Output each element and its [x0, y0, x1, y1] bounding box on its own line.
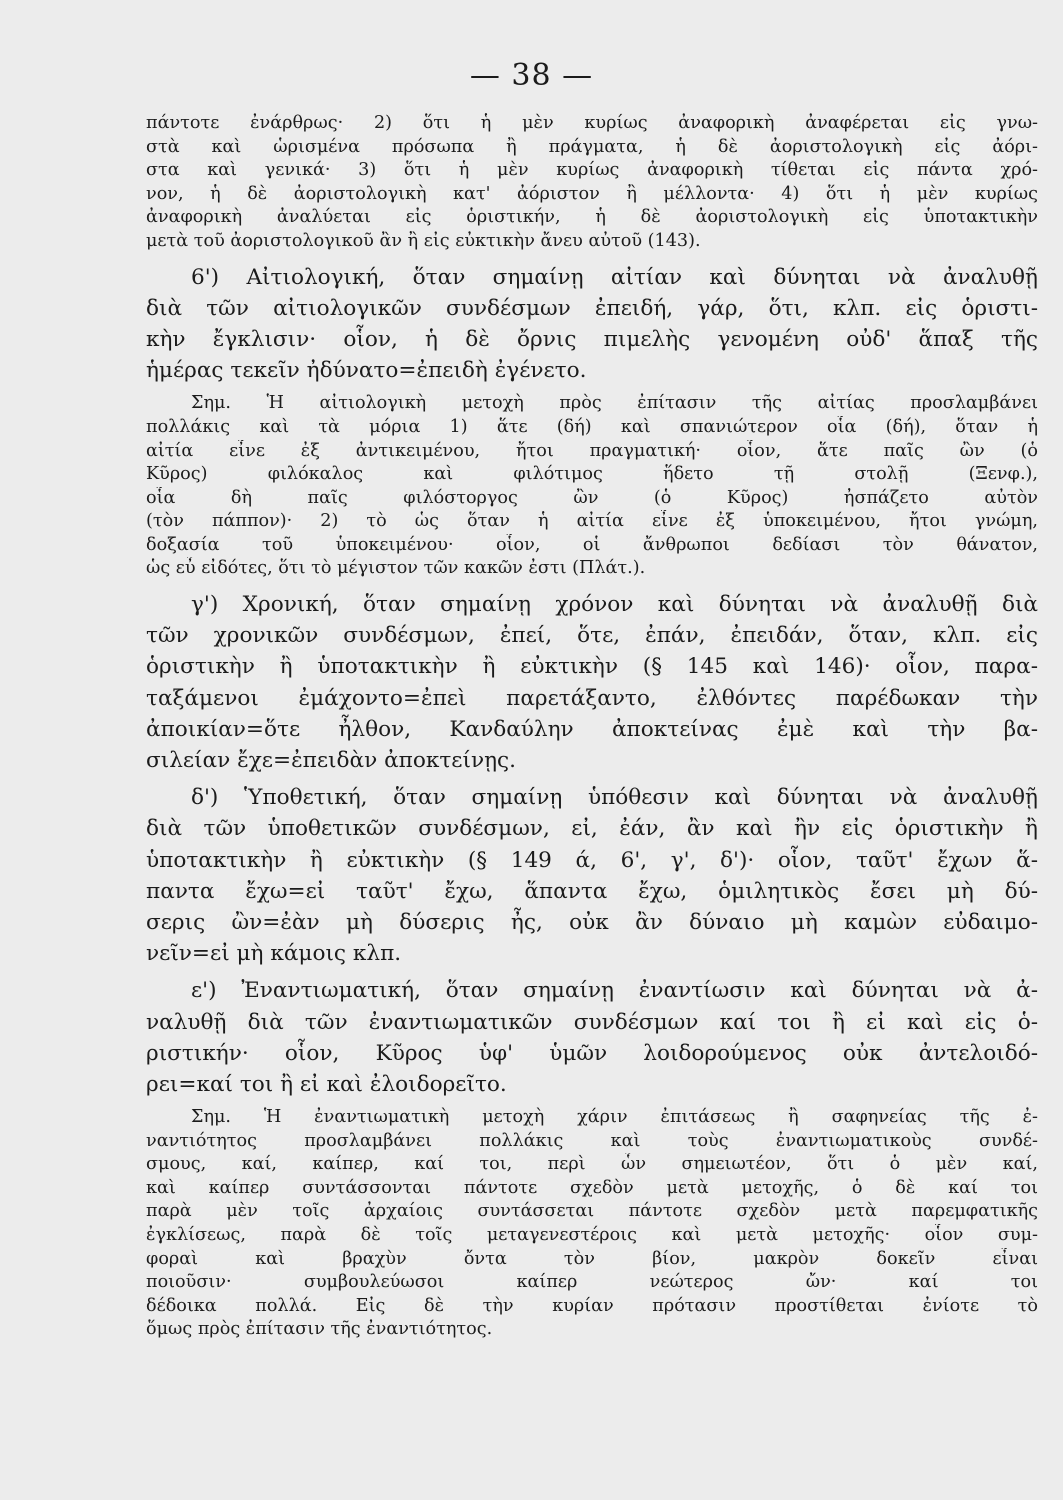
text-line: ε') Ἐναντιωματική, ὅταν σημαίνῃ ἐναντίωσιν καὶ δύνηται νὰ ἀ-: [191, 978, 1038, 1004]
text-line: ναντιότητος προσλαμβάνει πολλάκις καὶ τοὺς ἐναντιωματικοὺς συνδέ-: [146, 1130, 1038, 1151]
text-line: ὁριστικὴν ἢ ὑποτακτικὴν ἢ εὐκτικὴν (§ 145 καὶ 146)· οἷον, παρα-: [146, 654, 1038, 680]
paragraph: [146, 975, 1038, 1100]
text-line: δέδοικα πολλά. Εἰς δὲ τὴν κυρίαν πρότασιν προστίθεται ἐνίοτε τὸ: [146, 1295, 1038, 1316]
text-line: ρει=καί τοι ἢ εἰ καὶ ἐλοιδορεῖτο.: [146, 1071, 507, 1097]
paragraph-gap: [146, 254, 1038, 262]
text-line: ναλυθῇ διὰ τῶν ἐναντιωματικῶν συνδέσμων καί τοι ἢ εἰ καὶ εἰς ὁ-: [146, 1009, 1038, 1035]
text-line: νον, ἡ δὲ ἀοριστολογικὴ κατ' ἀόριστον ἢ μέλλοντα· 4) ὅτι ἡ μὲν κυρίως: [146, 183, 1038, 204]
text-line: αἰτία εἶνε ἐξ ἀντικειμένου, ἤτοι πραγματική· οἷον, ἅτε παῖς ὢν (ὁ: [146, 440, 1038, 461]
text-line: σιλείαν ἔχε=ἐπειδὰν ἀποκτείνῃς.: [146, 748, 516, 773]
text-line: γ') Χρονική, ὅταν σημαίνῃ χρόνον καὶ δύνηται νὰ ἀναλυθῇ διὰ: [191, 592, 1038, 618]
text-line: ὅμως πρὸς ἐπίτασιν τῆς ἐναντιότητος.: [146, 1319, 493, 1340]
text-line: πολλάκις καὶ τὰ μόρια 1) ἅτε (δή) καὶ σπανιώτερον οἷα (δή), ὅταν ἡ: [146, 416, 1038, 437]
paragraph-gap: [146, 581, 1038, 589]
paragraph: [146, 112, 1038, 254]
text-line: στα καὶ γενικά· 3) ὅτι ἡ μὲν κυρίως ἀναφορικὴ τίθεται εἰς πάντα χρό-: [146, 160, 1038, 181]
text-line: στὰ καὶ ὡρισμένα πρόσωπα ἢ πράγματα, ἡ δὲ ἀοριστολογικὴ εἰς ἀόρι-: [146, 136, 1038, 157]
text-line: παρὰ μὲν τοῖς ἀρχαίοις συντάσσεται πάντοτε σχεδὸν μετὰ παρεμφατικῆς: [146, 1201, 1038, 1222]
text-line: (τὸν πάππον)· 2) τὸ ὡς ὅταν ἡ αἰτία εἶνε ἐξ ὑποκειμένου, ἤτοι γνώμη,: [146, 511, 1038, 532]
text-line: κὴν ἔγκλισιν· οἷον, ἡ δὲ ὄρνις πιμελὴς γενομένη οὐδ' ἅπαξ τῆς: [146, 326, 1038, 352]
text-line: ἐγκλίσεως, παρὰ δὲ τοῖς μεταγενεστέροις καὶ μετὰ μετοχῆς· οἷον συμ-: [146, 1225, 1038, 1246]
text-line: ποιοῦσιν· συμβουλεύωσοι καίπερ νεώτερος ὤν· καί τοι: [146, 1272, 1038, 1293]
paragraph: [146, 589, 1038, 776]
text-line: ριστικήν· οἷον, Κῦρος ὑφ' ὑμῶν λοιδορούμενος οὐκ ἀντελοιδό-: [146, 1040, 1038, 1066]
text-line: διὰ τῶν αἰτιολογικῶν συνδέσμων ἐπειδή, γάρ, ὅτι, κλπ. εἰς ὁριστι-: [146, 295, 1038, 321]
text-line: Σημ. Ἡ αἰτιολογικὴ μετοχὴ πρὸς ἐπίτασιν τῆς αἰτίας προσλαμβάνει: [191, 393, 1038, 414]
text-line: ὡς εὖ εἰδότες, ὅτι τὸ μέγιστον τῶν κακῶν ἐστι (Πλάτ.).: [146, 558, 646, 579]
text-line: ἀποικίαν=ὅτε ἦλθον, Κανδαύλην ἀποκτείνας ἐμὲ καὶ τὴν βα-: [146, 716, 1038, 742]
text-line: τῶν χρονικῶν συνδέσμων, ἐπεί, ὅτε, ἐπάν, ἐπειδάν, ὅταν, κλπ. εἰς: [146, 623, 1038, 649]
text-line: φοραὶ καὶ βραχὺν ὄντα τὸν βίον, μακρὸν δοκεῖν εἶναι: [146, 1248, 1038, 1269]
text-line: καὶ καίπερ συντάσσονται πάντοτε σχεδὸν μετὰ μετοχῆς, ὁ δὲ καί τοι: [146, 1177, 1038, 1198]
text-line: μετὰ τοῦ ἀοριστολογικοῦ ἂν ἢ εἰς εὐκτικὴν ἄνευ αὐτοῦ (143).: [146, 230, 701, 251]
text-line: 6') Αἰτιολογική, ὅταν σημαίνῃ αἰτίαν καὶ δύνηται νὰ ἀναλυθῇ: [191, 264, 1038, 290]
text-line: παντα ἔχω=εἰ ταῦτ' ἔχω, ἅπαντα ἔχω, ὁμιλητικὸς ἔσει μὴ δύ-: [146, 878, 1038, 904]
paragraph: [146, 1106, 1038, 1342]
text-line: σμους, καί, καίπερ, καί τοι, περὶ ὧν σημειωτέον, ὅτι ὁ μὲν καί,: [146, 1154, 1038, 1175]
text-line: ταξάμενοι ἐμάχοντο=ἐπεὶ παρετάξαντο, ἐλθόντες παρέδωκαν τὴν: [146, 685, 1038, 711]
text-line: δοξασία τοῦ ὑποκειμένου· οἷον, οἱ ἄνθρωποι δεδίασι τὸν θάνατον,: [146, 534, 1038, 555]
text-line: Κῦρος) φιλόκαλος καὶ φιλότιμος ἥδετο τῇ στολῇ (Ξενφ.),: [146, 464, 1038, 485]
text-line: ἀναφορικὴ ἀναλύεται εἰς ὁριστικήν, ἡ δὲ ἀοριστολογικὴ εἰς ὑποτακτικὴν: [146, 207, 1038, 228]
text-line: ἡμέρας τεκεῖν ἠδύνατο=ἐπειδὴ ἐγένετο.: [146, 358, 587, 384]
page-number: — 38 —: [469, 58, 594, 93]
text-line: πάντοτε ἐνάρθρως· 2) ὅτι ἡ μὲν κυρίως ἀναφορικὴ ἀναφέρεται εἰς γνω-: [146, 113, 1038, 133]
paragraph: [146, 782, 1038, 969]
text-line: διὰ τῶν ὑποθετικῶν συνδέσμων, εἰ, ἐάν, ἂν καὶ ἢν εἰς ὁριστικὴν ἢ: [146, 816, 1038, 842]
paragraph: [146, 262, 1038, 387]
text-line: ὑποτακτικὴν ἢ εὐκτικὴν (§ 149 ά, 6', γ', δ')· οἷον, ταῦτ' ἔχων ἅ-: [146, 847, 1038, 873]
body-text: [146, 112, 1038, 1342]
text-line: σερις ὢν=ἐὰν μὴ δύσερις ἦς, οὐκ ἂν δύναιο μὴ καμὼν εὐδαιμο-: [146, 909, 1038, 935]
paragraph: [146, 392, 1038, 581]
text-line: οἷα δὴ παῖς φιλόστοργος ὢν (ὁ Κῦρος) ἠσπάζετο αὐτὸν: [146, 487, 1038, 508]
text-line: νεῖν=εἰ μὴ κάμοις κλπ.: [146, 941, 402, 967]
text-line: δ') Ὑποθετική, ὅταν σημαίνῃ ὑπόθεσιν καὶ δύνηται νὰ ἀναλυθῇ: [191, 785, 1038, 811]
text-line: Σημ. Ἡ ἐναντιωματικὴ μετοχὴ χάριν ἐπιτάσεως ἢ σαφηνείας τῆς ἐ-: [191, 1107, 1038, 1128]
